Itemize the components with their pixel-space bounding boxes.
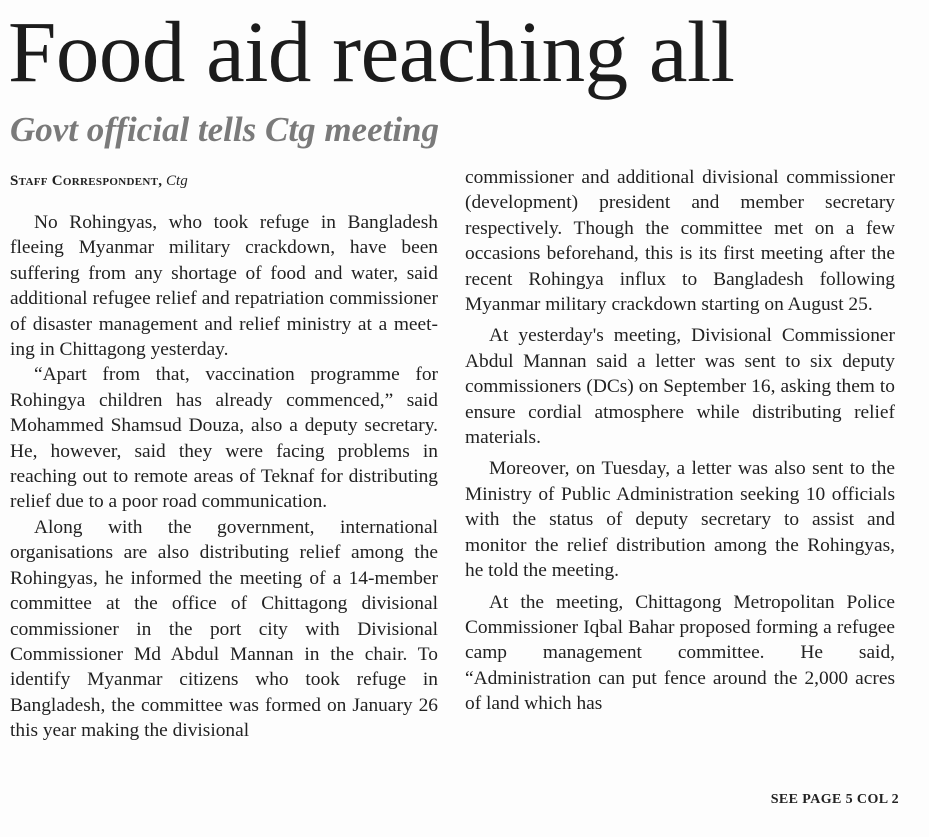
paragraph: “Apart from that, vaccination programme for Rohingya children has already commenced,” said Mohammed Shamsud Douza, also a deputy secretary. He, however, said they were facing problems in reaching out to remote areas of Teknaf for distributing relief due to a poor road communication.: [10, 364, 438, 513]
paragraph: Moreover, on Tuesday, a letter was also sent to the Ministry of Public Administration seeking 10 officials with the status of deputy secretary to assist and monitor the relief distribution among the Rohingyas, he told the meeting.: [465, 458, 895, 582]
headline: Food aid reaching all: [8, 3, 735, 100]
paragraph: commissioner and additional divisional commissioner (development) president and member secretary respectively. Though the committee met on a few occasions beforehand, this is its first meeting after the recent Rohingya influx to Bangladesh following Myanmar military crackdown starting on August 25.: [465, 167, 895, 316]
byline-name: Staff Correspondent,: [10, 173, 163, 189]
paragraph: At the meeting, Chittagong Metropolitan Police Commissioner Iqbal Bahar proposed forming a refugee camp management committee. He said, “Administration can put fence around the 2,000 acres of land which has: [465, 591, 895, 715]
byline-location: Ctg: [166, 173, 188, 189]
paragraph: No Rohingyas, who took refuge in Bangladesh fleeing Myanmar military crackdown, have been suffering from any shortage of food and water, said additional refugee relief and repatriation commissioner of disaster management and relief ministry at a meeting in Chittagong yesterday.: [10, 212, 438, 361]
continuation-reference: SEE PAGE 5 COL 2: [770, 792, 899, 807]
paragraph: At yesterday's meeting, Divisional Commissioner Abdul Mannan said a letter was sent to six deputy commissioners (DCs) on September 16, asking them to ensure cordial atmosphere while distributing relief materials.: [465, 325, 895, 449]
article-column-1: [10, 210, 438, 744]
article-column-2: [465, 165, 895, 717]
subheadline: Govt official tells Ctg meeting: [10, 110, 440, 149]
byline: [10, 172, 188, 190]
paragraph: Along with the government, international organisations are also distributing relief among the Rohingyas, he informed the meeting of a 14-member committee at the office of Chittagong divisional commissioner in the port city with Divisional Commissioner Md Abdul Mannan in the chair. To identify Myanmar citizens who took refuge in Bangladesh, the committee was formed on January 26 this year making the divisional: [10, 516, 438, 742]
